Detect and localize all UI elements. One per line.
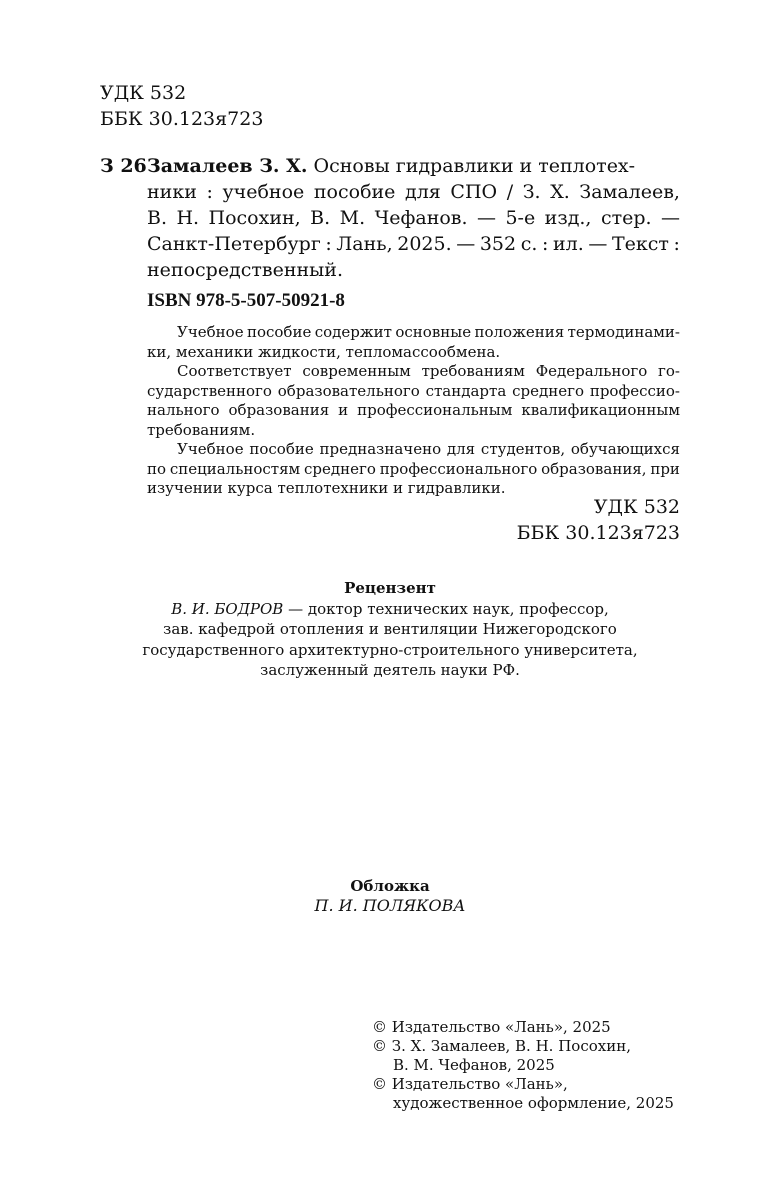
word: —	[477, 207, 496, 229]
word: учебное	[222, 181, 305, 203]
author-name: Замалеев З. Х.	[147, 155, 308, 177]
word: студентов,	[480, 440, 566, 458]
copyright-notice	[372, 1018, 674, 1113]
word: :	[673, 233, 680, 255]
classification-codes-bottom	[517, 494, 680, 546]
copyright-line: © Издательство «Лань»,	[372, 1075, 568, 1093]
word: содержит	[314, 323, 392, 341]
word: ники	[147, 181, 197, 203]
reviewer-name: В. И. БОДРОВ	[171, 599, 284, 618]
word: Учебное	[177, 440, 244, 458]
word: образования	[228, 401, 330, 419]
annotation-line	[147, 460, 680, 480]
bib-line	[147, 205, 680, 231]
word: специальностям	[169, 459, 301, 478]
udk-code: УДК 532	[100, 82, 187, 104]
word: профессиональным	[357, 401, 513, 419]
word: ил.	[552, 233, 584, 255]
word: образовательного	[277, 381, 420, 400]
bib-line: непосредственный.	[147, 259, 344, 281]
annotation	[147, 323, 680, 499]
word: СПО	[450, 181, 498, 203]
word: среднего	[304, 459, 376, 478]
word: —	[588, 233, 608, 255]
word: Чефанов.	[374, 207, 468, 229]
word: пособие	[313, 181, 396, 203]
word: стандарта	[425, 381, 507, 400]
reviewer-heading: Рецензент	[344, 579, 436, 597]
bib-title-start: Основы гидравлики и теплотех-	[307, 155, 636, 177]
word: З.	[522, 181, 541, 203]
word: предназначено	[319, 440, 442, 458]
word: образования,	[541, 459, 647, 478]
copyright-line: © З. Х. Замалеев, В. Н. Посохин,	[372, 1037, 631, 1055]
word: обучающихся	[570, 440, 680, 458]
reviewer-line: заслуженный деятель науки РФ.	[260, 661, 520, 679]
bib-line	[147, 179, 680, 205]
word: с.	[520, 233, 538, 255]
bib-line	[147, 153, 680, 179]
word: Соответствует	[177, 362, 292, 380]
word: пособие	[249, 440, 314, 458]
word: для	[405, 181, 441, 203]
annotation-line	[147, 382, 680, 402]
classification-codes-top	[100, 80, 263, 132]
word: —	[661, 207, 680, 229]
cover-credit	[100, 876, 680, 916]
annotation-line	[147, 401, 680, 421]
word: термодинами-	[567, 323, 680, 341]
word: современным	[302, 362, 411, 380]
word: го-	[658, 362, 680, 380]
bibliographic-description	[147, 153, 680, 283]
cover-designer-name: П. И. ПОЛЯКОВА	[314, 896, 466, 915]
word: В.	[310, 207, 331, 229]
word: положения	[474, 323, 565, 341]
word: Х.	[550, 181, 570, 203]
copyright-line: художественное оформление, 2025	[393, 1094, 674, 1112]
word: среднего	[512, 381, 584, 400]
word: Текст	[611, 233, 669, 255]
word: Лань,	[336, 233, 393, 255]
word: для	[446, 440, 476, 458]
reviewer-line: государственного архитектурно-строительного университета,	[142, 640, 638, 659]
word: Посохин,	[208, 207, 301, 229]
word: :	[541, 233, 549, 255]
author-mark: З 26	[100, 155, 147, 177]
word: профессионального	[379, 459, 538, 478]
isbn: ISBN 978-5-507-50921-8	[147, 290, 345, 311]
word: при	[650, 459, 680, 478]
word: основные	[395, 323, 472, 341]
word: 352	[479, 233, 517, 255]
annotation-line: изучении курса теплотехники и гидравлики.	[147, 479, 506, 497]
word: В.	[147, 207, 168, 229]
word: сударственного	[147, 381, 272, 400]
word: :	[206, 181, 213, 203]
word: Замалеев,	[579, 181, 680, 203]
word: 2025.	[397, 233, 452, 255]
word: Федерального	[535, 362, 648, 380]
word: по	[147, 459, 167, 478]
word: М.	[339, 207, 366, 229]
word: стер.	[600, 207, 652, 229]
bbk-code: ББК 30.123я723	[516, 522, 680, 544]
word: требованиям	[421, 362, 525, 380]
word: /	[506, 181, 514, 203]
annotation-line: требованиям.	[147, 420, 256, 439]
word: Учебное	[177, 323, 244, 341]
word: Н.	[176, 207, 200, 229]
word: и	[338, 401, 349, 419]
cover-heading: Обложка	[350, 877, 430, 895]
bbk-code: ББК 30.123я723	[100, 108, 264, 130]
word: нального	[147, 401, 220, 419]
word: квалификационным	[521, 401, 680, 419]
reviewer-block	[100, 578, 680, 681]
word: :	[325, 233, 332, 255]
word: профессио-	[589, 381, 680, 400]
bib-line	[147, 231, 680, 257]
udk-code: УДК 532	[593, 496, 680, 518]
reviewer-title: — доктор технических наук, профессор,	[283, 599, 609, 618]
word: —	[456, 233, 476, 255]
copyright-line: © Издательство «Лань», 2025	[372, 1018, 611, 1036]
word: 5-е	[505, 207, 536, 229]
annotation-line	[147, 362, 680, 382]
word: изд.,	[544, 207, 592, 229]
annotation-line	[147, 440, 680, 460]
reviewer-line	[100, 599, 680, 620]
word: пособие	[246, 323, 312, 341]
annotation-line: ки, механики жидкости, тепломассообмена.	[147, 342, 501, 361]
reviewer-line: зав. кафедрой отопления и вентиляции Нижегородского	[163, 620, 617, 638]
word: Санкт-Петербург	[147, 233, 321, 255]
copyright-line: В. М. Чефанов, 2025	[393, 1056, 555, 1074]
annotation-line	[147, 323, 680, 343]
